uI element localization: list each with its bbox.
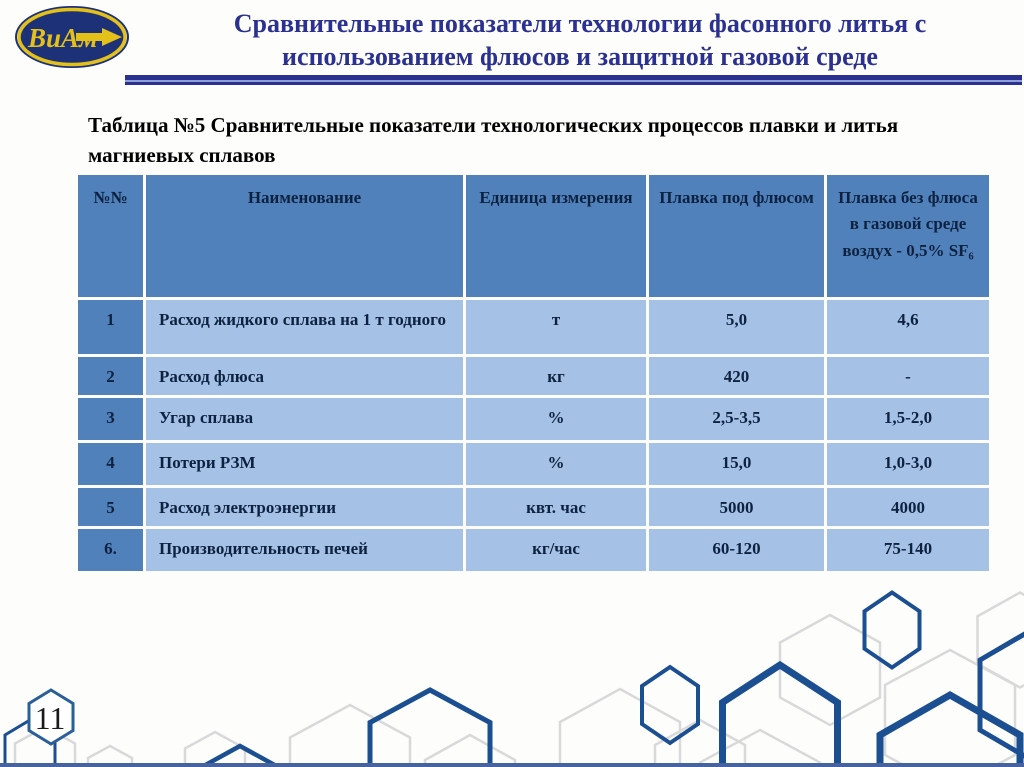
header-cell-fluxless: Плавка без флюса в газовой среде воздух - 0,5% SF₆ [827, 175, 989, 297]
row-name: Расход электроэнергии [146, 488, 463, 526]
row-number: 4 [78, 443, 143, 485]
row-unit: квт. час [466, 488, 646, 526]
table-row [78, 300, 989, 354]
row-unit: % [466, 443, 646, 485]
row-unit: кг [466, 357, 646, 395]
row-fluxless-value: 4000 [827, 488, 989, 526]
page-number-hexagon [26, 688, 76, 746]
row-flux-value: 15,0 [649, 443, 824, 485]
row-fluxless-value: - [827, 357, 989, 395]
row-name: Производительность печей [146, 529, 463, 571]
row-number: 2 [78, 357, 143, 395]
row-unit: т [466, 300, 646, 354]
row-name: Потери РЗМ [146, 443, 463, 485]
page-number: 11 [34, 700, 66, 736]
title-divider [125, 75, 1022, 85]
table-row [78, 398, 989, 440]
header-cell-number: №№ [78, 175, 143, 297]
page-title [145, 7, 1015, 73]
row-flux-value: 5000 [649, 488, 824, 526]
page-title-line1: Сравнительные показатели технологии фасонного литья с [233, 9, 927, 38]
row-fluxless-value: 75-140 [827, 529, 989, 571]
row-flux-value: 60-120 [649, 529, 824, 571]
hexagon-decoration [0, 555, 1024, 767]
row-flux-value: 2,5-3,5 [649, 398, 824, 440]
viam-logo [14, 6, 130, 68]
logo-text: ВиАм [28, 23, 98, 53]
table-row [78, 529, 989, 571]
row-fluxless-value: 1,5-2,0 [827, 398, 989, 440]
row-number: 6. [78, 529, 143, 571]
navy-hexagons [5, 593, 1024, 767]
header-cell-unit: Единица измерения [466, 175, 646, 297]
row-flux-value: 420 [649, 357, 824, 395]
page-title-line2: использованием флюсов и защитной газовой среде [282, 42, 878, 71]
comparison-table [75, 172, 992, 574]
table-header-row [78, 175, 989, 297]
header-cell-name: Наименование [146, 175, 463, 297]
row-name: Угар сплава [146, 398, 463, 440]
row-fluxless-value: 1,0-3,0 [827, 443, 989, 485]
row-flux-value: 5,0 [649, 300, 824, 354]
header-cell-flux: Плавка под флюсом [649, 175, 824, 297]
table-row [78, 357, 989, 395]
row-name: Расход жидкого сплава на 1 т годного [146, 300, 463, 354]
row-unit: кг/час [466, 529, 646, 571]
row-unit: % [466, 398, 646, 440]
table-caption: Таблица №5 Сравнительные показатели технологических процессов плавки и литья магниевых сплавов [88, 113, 899, 168]
table-row [78, 488, 989, 526]
row-name: Расход флюса [146, 357, 463, 395]
row-fluxless-value: 4,6 [827, 300, 989, 354]
table-row [78, 443, 989, 485]
row-number: 5 [78, 488, 143, 526]
bottom-bar [0, 763, 1024, 767]
row-number: 3 [78, 398, 143, 440]
gray-hexagons [15, 593, 1024, 767]
row-number: 1 [78, 300, 143, 354]
